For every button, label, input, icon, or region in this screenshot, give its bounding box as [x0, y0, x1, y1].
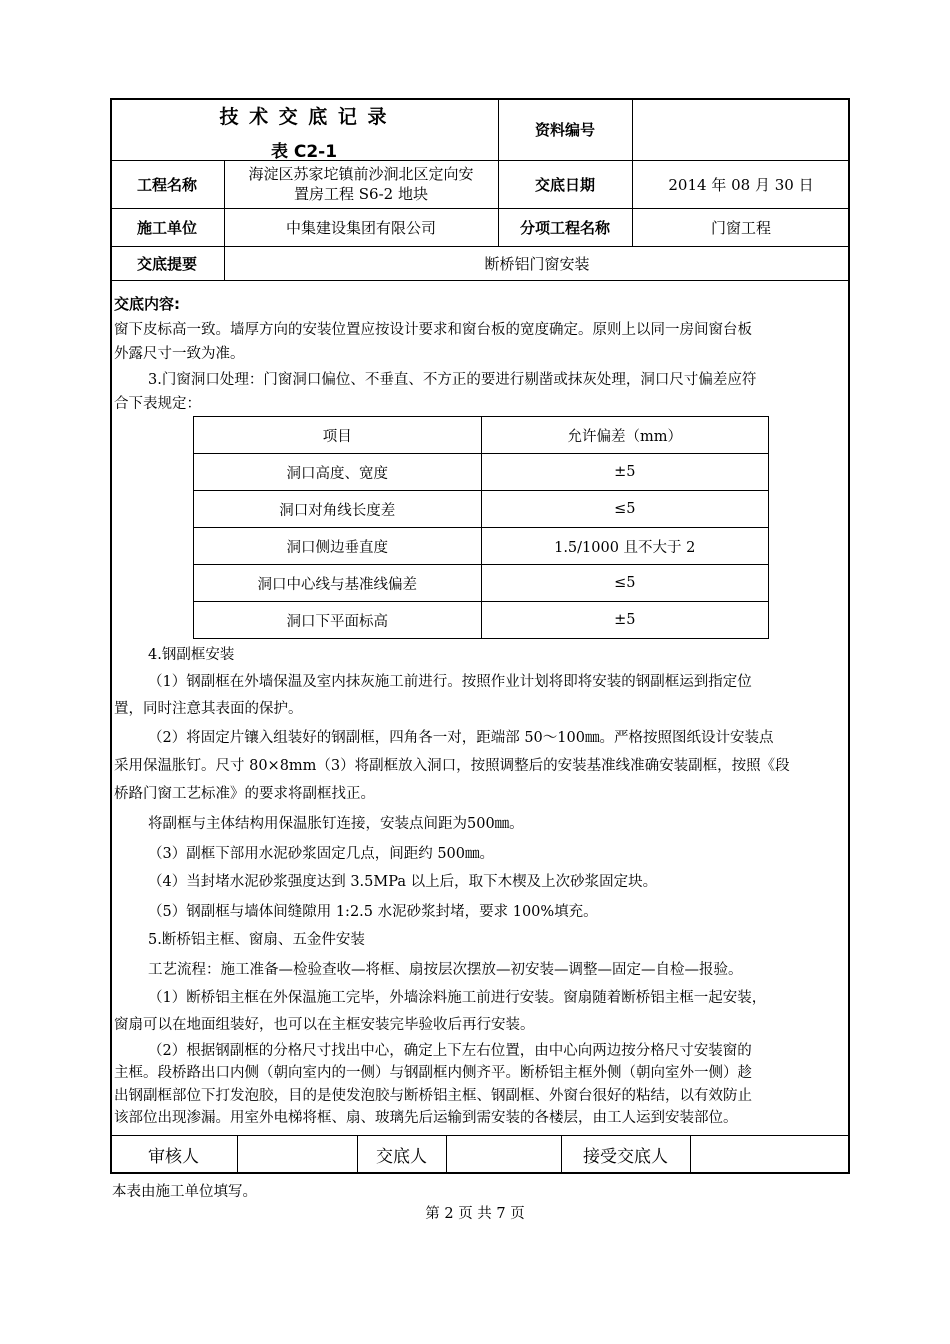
table-header-cell: 允许偏差（mm） [481, 417, 769, 454]
content-line: 5.断桥铝主框、窗扇、五金件安装 [148, 932, 365, 948]
table-row [194, 454, 769, 491]
content-line: 4.钢副框安装 [148, 647, 235, 663]
content-line: 主框。段桥路出口内侧（朝向室内的一侧）与钢副框内侧齐平。断桥铝主框外侧（朝向室外一侧）趁 [114, 1065, 752, 1081]
reviewer-signature-field[interactable] [237, 1135, 357, 1173]
content-line: 工艺流程：施工准备—检验查收—将框、扇按层次摆放—初安装—调整—固定—自检—报验。 [148, 962, 743, 978]
table-header-row [194, 417, 769, 454]
content-line: 3.门窗洞口处理：门窗洞口偏位、不垂直、不方正的要进行剔凿或抹灰处理，洞口尺寸偏差应符 [148, 372, 757, 388]
table-cell: 1.5/1000 且不大于 2 [481, 528, 769, 565]
content-heading: 交底内容: [114, 295, 180, 313]
discloser-signature-field[interactable] [446, 1135, 561, 1173]
table-cell: ≤5 [481, 491, 769, 528]
table-cell: ≤5 [481, 565, 769, 602]
content-line: （1）断桥铝主框在外保温施工完毕，外墙涂料施工前进行安装。窗扇随着断桥铝主框一起安装， [148, 990, 767, 1006]
tolerance-table [193, 416, 769, 639]
content-line: （2）根据钢副框的分格尺寸找出中心，确定上下左右位置，由中心向两边按分格尺寸安装窗的 [148, 1043, 752, 1059]
doc-no-value [632, 98, 850, 160]
summary-label: 交底提要 [136, 254, 197, 273]
content-line: 出钢副框部位下打发泡胶，目的是使发泡胶与断桥铝主框、钢副框、外窗台很好的粘结，以有效防止 [114, 1088, 752, 1104]
content-line: 窗扇可以在地面组装好，也可以在主框安装完毕验收后再行安装。 [114, 1017, 535, 1033]
summary-value: 断桥铝门窗安装 [484, 254, 590, 273]
sub-project-label: 分项工程名称 [519, 218, 610, 237]
table-cell: ±5 [481, 602, 769, 639]
table-row [194, 491, 769, 528]
content-line: 将副框与主体结构用保温胀钉连接，安装点间距为500㎜。 [148, 816, 524, 832]
content-line: 置，同时注意其表面的保护。 [114, 701, 303, 717]
project-name-line: 置房工程 S6-2 地块 [294, 185, 428, 203]
form-number: 表 C2-1 [270, 141, 338, 162]
table-cell: 洞口下平面标高 [194, 602, 482, 639]
project-name-line: 海淀区苏家坨镇前沙涧北区定向安 [248, 165, 474, 183]
content-line: 采用保温胀钉。尺寸 80×8mm（3）将副框放入洞口，按照调整后的安装基准线准确安装副框，按照《段 [114, 758, 790, 774]
content-line: 桥路门窗工艺标准》的要求将副框找正。 [114, 786, 375, 802]
construction-unit-label: 施工单位 [136, 218, 197, 237]
table-cell: ±5 [481, 454, 769, 491]
content-line: 该部位出现渗漏。用室外电梯将框、扇、玻璃先后运输到需安装的各楼层，由工人运到安装部位。 [114, 1110, 738, 1126]
construction-unit-value: 中集建设集团有限公司 [285, 218, 436, 237]
table-cell: 洞口高度、宽度 [194, 454, 482, 491]
sub-project-value: 门窗工程 [710, 218, 771, 237]
page-number: 第 2 页 共 7 页 [425, 1206, 525, 1222]
date-label: 交底日期 [534, 175, 595, 194]
content-line: （3）副框下部用水泥砂浆固定几点，间距约 500㎜。 [148, 846, 495, 862]
table-cell: 洞口对角线长度差 [194, 491, 482, 528]
table-header-cell: 项目 [194, 417, 482, 454]
content-line: 合下表规定： [114, 396, 201, 412]
table-row [194, 528, 769, 565]
table-row [194, 565, 769, 602]
table-cell: 洞口侧边垂直度 [194, 528, 482, 565]
project-name-label: 工程名称 [136, 175, 197, 194]
content-line: （1）钢副框在外墙保温及室内抹灰施工前进行。按照作业计划将即将安装的钢副框运到指定位 [148, 674, 752, 690]
table-row [194, 602, 769, 639]
content-line: 外露尺寸一致为准。 [114, 346, 245, 362]
project-name-value [224, 160, 498, 208]
table-cell: 洞口中心线与基准线偏差 [194, 565, 482, 602]
content-line: （5）钢副框与墙体间缝隙用 1:2.5 水泥砂浆封堵，要求 100%填充。 [148, 904, 598, 920]
reviewer-label: 审核人 [148, 1146, 199, 1167]
form-note: 本表由施工单位填写。 [112, 1184, 257, 1200]
content-line: （2）将固定片镶入组装好的钢副框，四角各一对，距端部 50～100㎜。严格按照图纸设计安装点 [148, 730, 774, 746]
discloser-label: 交底人 [376, 1146, 427, 1167]
content-line: （4）当封堵水泥砂浆强度达到 3.5MPa 以上后，取下木楔及上次砂浆固定块。 [148, 874, 658, 890]
content-line: 窗下皮标高一致。墙厚方向的安装位置应按设计要求和窗台板的宽度确定。原则上以同一房间窗台板 [114, 322, 752, 338]
date-value: 2014 年 08 月 30 日 [668, 175, 814, 194]
receiver-label: 接受交底人 [583, 1146, 668, 1167]
record-title: 技 术 交 底 记 录 [219, 105, 389, 128]
doc-no-label: 资料编号 [534, 120, 595, 139]
header-row-divider [110, 280, 850, 281]
receiver-signature-field[interactable] [690, 1135, 850, 1173]
